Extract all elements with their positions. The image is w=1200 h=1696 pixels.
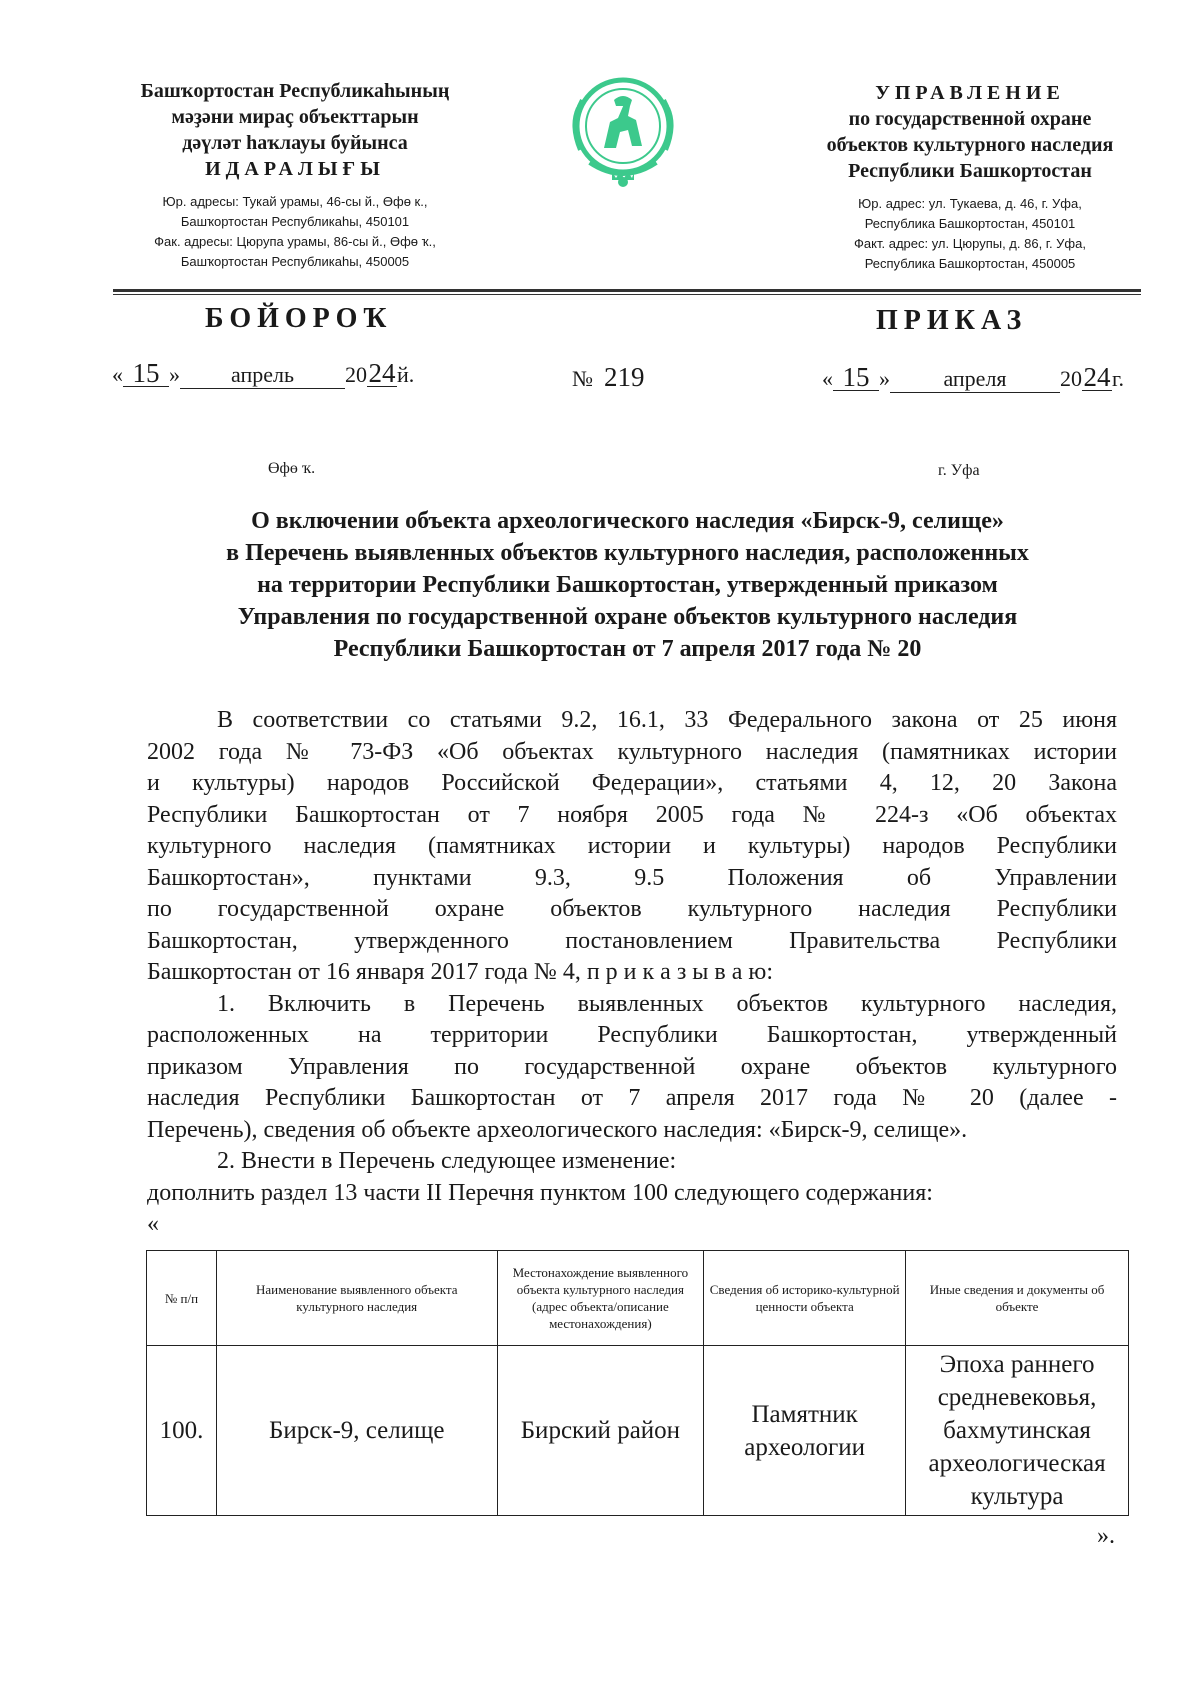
header-right-title-2: объектов культурного наследия [826, 134, 1114, 156]
body-para2-line-5: Перечень), сведения об объекте археологического наследия: «Бирск-9, селище». [147, 1116, 968, 1143]
table-header-cell: Наименование выявленного объекта культурного наследия [216, 1251, 497, 1346]
header-left-address-3: Фак. адресы: Цюрупа урамы, 86-сы й., Өфө ҡ., [154, 234, 436, 249]
document-title-line-2: в Перечень выявленных объектов культурного наследия, расположенных [226, 540, 1029, 566]
order-number-value: 219 [604, 362, 645, 392]
date-right-unit: г. [1112, 366, 1125, 391]
date-left [112, 360, 414, 389]
order-number [572, 362, 645, 393]
body-para1-line-4: Республики Башкортостан от 7 ноября 2005 года № 224-з «Об объектах [147, 801, 1117, 828]
date-right-year-prefix: 20 [1060, 366, 1082, 391]
date-right-open-quote: « [822, 366, 833, 391]
body-para2-line-4: наследия Республики Башкортостан от 7 апреля 2017 года № 20 (далее - [147, 1085, 1117, 1111]
table-row [147, 1346, 1129, 1516]
document-title [140, 505, 1115, 665]
date-left-year-prefix: 20 [345, 362, 367, 387]
body-para1-line-2: 2002 года № 73-ФЗ «Об объектах культурного наследия (памятниках истории [147, 738, 1117, 765]
date-right-month: апреля [890, 366, 1060, 393]
table-header-cell: Местонахождение выявленного объекта культурного наследия (адрес объекта/описание местонахождения) [497, 1251, 704, 1346]
header-left-address-2: Башҡортостан Республикаһы, 450101 [180, 214, 410, 229]
header-left-address [110, 192, 480, 272]
header-left-address-1: Юр. адресы: Тукай урамы, 46-сы й., Өфө к., [162, 194, 428, 209]
body-para1-line-5: культурного наследия (памятниках истории и культуры) народов Республики [147, 833, 1117, 859]
body-open-quote: « [147, 1211, 159, 1237]
date-left-unit: й. [397, 362, 415, 387]
header-left-title-1: Башҡортостан Республикаһының [140, 80, 450, 102]
body-para1-line-7: по государственной охране объектов культурного наследия Республики [147, 896, 1117, 922]
date-left-open-quote: « [112, 362, 123, 387]
date-left-month: апрель [180, 362, 345, 389]
date-left-year-suffix: 24 [368, 358, 396, 388]
date-right-close-quote: » [879, 366, 890, 391]
table-cell: Памятник археологии [704, 1346, 906, 1516]
city-left: Өфө ҡ. [268, 460, 316, 477]
body-para1-line-3: и культуры) народов Российской Федерации», статьями 4, 12, 20 Закона [147, 770, 1117, 796]
document-title-line-3: на территории Республики Башкортостан, утвержденный приказом [257, 572, 998, 598]
table-cell: Эпоха раннего средневековья, бахмутинская археологическая культура [906, 1346, 1129, 1516]
body-para2-line-2: расположенных на территории Республики Башкортостан, утвержденный [147, 1022, 1117, 1048]
doc-type-bashkir: БОЙОРОҠ [205, 303, 393, 334]
header-left-title-2: мәҙәни мираҫ объекттарын [171, 106, 419, 128]
body-para1-line-9: Башкортостан от 16 января 2017 года № 4, п р и к а з ы в а ю: [147, 959, 774, 985]
header-right-title-3: Республики Башкортостан [848, 160, 1092, 182]
header-right-org-block [790, 80, 1150, 274]
body-para3: 2. Внести в Перечень следующее изменение: [217, 1148, 677, 1174]
body-para4: дополнить раздел 13 части II Перечня пунктом 100 следующего содержания: [147, 1179, 933, 1206]
body-para2-line-1: 1. Включить в Перечень выявленных объектов культурного наследия, [217, 990, 1117, 1017]
doc-type-russian: ПРИКАЗ [876, 305, 1028, 336]
body-para1-line-8: Башкортостан, утвержденного постановлением Правительства Республики [147, 927, 1117, 954]
header-left-title-3: дәүләт һаҡлауы буйынса [182, 132, 408, 154]
date-left-close-quote: » [169, 362, 180, 387]
date-right-day: 15 [833, 364, 879, 391]
header-right-title-1: по государственной охране [848, 108, 1092, 130]
table-header-cell: № п/п [147, 1251, 217, 1346]
date-left-day: 15 [123, 360, 169, 387]
date-right-year-suffix: 24 [1083, 362, 1111, 392]
body-para1-line-6: Башкортостан», пунктами 9.3, 9.5 Положения об Управлении [147, 864, 1117, 891]
table-header-row [147, 1251, 1129, 1346]
close-quote: ». [1097, 1523, 1115, 1549]
body-para1-line-1: В соответствии со статьями 9.2, 16.1, 33 Федерального закона от 25 июня [217, 707, 1117, 733]
table-cell: Бирский район [497, 1346, 704, 1516]
header-left-address-4: Башҡортостан Республикаһы, 450005 [180, 254, 410, 269]
header-right-address [790, 194, 1150, 274]
header-left-org: ИДАРАЛЫҒЫ [205, 158, 385, 180]
table-header-cell: Иные сведения и документы об объекте [906, 1251, 1129, 1346]
body-para2-line-3: приказом Управления по государственной охране объектов культурного [147, 1053, 1117, 1080]
header-divider-thick [113, 289, 1141, 292]
document-title-line-1: О включении объекта археологического наследия «Бирск-9, селище» [251, 508, 1004, 534]
coat-of-arms-emblem-icon [560, 66, 686, 192]
document-title-line-4: Управления по государственной охране объектов культурного наследия [237, 604, 1018, 630]
table-cell: Бирск-9, селище [216, 1346, 497, 1516]
header-right-address-2: Республика Башкортостан, 450101 [864, 216, 1076, 231]
header-divider-thin [113, 294, 1141, 295]
city-right: г. Уфа [938, 462, 980, 479]
header-left-org-block [110, 78, 480, 272]
table-cell: 100. [147, 1346, 217, 1516]
header-right-address-3: Факт. адрес: ул. Цюрупы, д. 86, г. Уфа, [854, 236, 1086, 251]
header-right-address-1: Юр. адрес: ул. Тукаева, д. 46, г. Уфа, [858, 196, 1082, 211]
order-number-label: № [572, 366, 593, 391]
document-title-line-5: Республики Башкортостан от 7 апреля 2017 года № 20 [333, 636, 922, 662]
perechen-table [146, 1250, 1129, 1516]
table-header-cell: Сведения об историко-культурной ценности объекта [704, 1251, 906, 1346]
header-right-address-4: Республика Башкортостан, 450005 [864, 256, 1076, 271]
date-right [822, 364, 1124, 393]
document-body [147, 705, 1117, 1241]
header-right-org: УПРАВЛЕНИЕ [875, 82, 1065, 104]
